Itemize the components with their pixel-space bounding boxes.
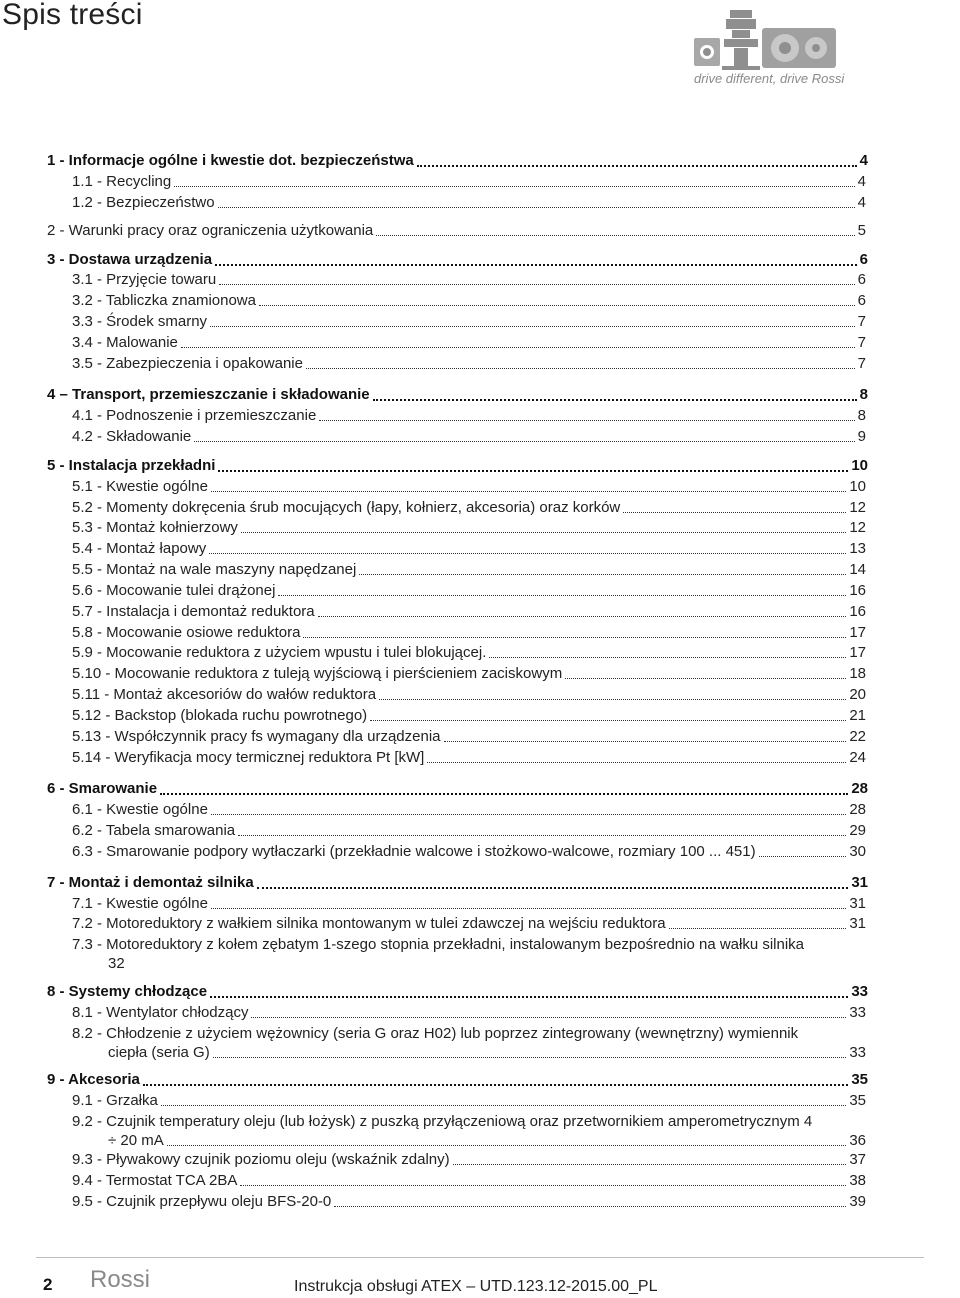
toc-entry-title: 3.1 - Przyjęcie towaru [72,271,217,288]
toc-entry[interactable] [0,1112,960,1132]
toc-entry-page: 28 [851,780,868,797]
toc-dot-leader [194,441,855,442]
toc-entry[interactable] [0,291,960,311]
toc-entry-page: 31 [849,915,866,932]
toc-dot-leader [238,835,846,836]
toc-dot-leader [444,741,846,742]
toc-entry-title: 4 – Transport, przemieszczanie i składowanie [47,386,370,403]
toc-entry[interactable] [0,602,960,622]
toc-entry[interactable] [0,727,960,747]
toc-entry-page: 38 [849,1172,866,1189]
toc-entry-title: 7.3 - Motoreduktory z kołem zębatym 1-szego stopnia przekładni, instalowanym bezpośrednio na wałku silnika [72,936,805,953]
toc-dot-leader [174,186,855,187]
toc-entry-title: 5.2 - Momenty dokręcenia śrub mocujących (łapy, kołnierz, akcesoria) oraz korków [72,499,621,516]
toc-entry[interactable] [0,221,960,241]
toc-entry-title: 5.7 - Instalacja i demontaż reduktora [72,603,315,620]
toc-entry[interactable] [0,406,960,426]
toc-entry[interactable] [0,982,960,1002]
toc-entry[interactable] [0,1003,960,1023]
toc-entry-title: 8.2 - Chłodzenie z użyciem wężownicy (seria G oraz H02) lub poprzez zintegrowany (wewnętrzny) wymiennik [72,1025,799,1042]
toc-dot-leader [167,1145,846,1146]
toc-entry-title: 6.2 - Tabela smarowania [72,822,236,839]
toc-entry[interactable] [0,842,960,862]
toc-entry-page: 4 [859,152,868,169]
footer-page-number: 2 [43,1275,53,1294]
toc-dot-leader [209,553,846,554]
toc-entry-title: 5.6 - Mocowanie tulei drążonej [72,582,276,599]
toc-entry-page: 17 [849,624,866,641]
toc-entry[interactable] [0,172,960,192]
toc-entry-title: 1.1 - Recycling [72,173,172,190]
toc-entry-page: 24 [849,749,866,766]
toc-entry[interactable] [0,333,960,353]
toc-entry-title: 5.3 - Montaż kołnierzowy [72,519,238,536]
toc-entry-page: 30 [849,843,866,860]
toc-entry-title: 8 - Systemy chłodzące [47,983,208,1000]
toc-entry-title: 3 - Dostawa urządzenia [47,251,213,268]
toc-entry-page: 7 [857,313,866,330]
toc-entry-title: 7.2 - Motoreduktory z wałkiem silnika montowanym w tulei zdawczej na wejściu reduktora [72,915,666,932]
toc-entry[interactable] [0,193,960,213]
toc-entry[interactable] [0,456,960,476]
toc-dot-leader [376,235,855,236]
toc-dot-leader [318,616,846,617]
toc-entry-title: 6 - Smarowanie [47,780,158,797]
toc-entry-page: 9 [857,428,866,445]
toc-entry[interactable] [0,1171,960,1191]
toc-entry[interactable] [0,427,960,447]
toc-entry-page: 21 [849,707,866,724]
toc-entry[interactable] [0,706,960,726]
toc-entry[interactable] [0,1070,960,1090]
toc-dot-leader [319,420,855,421]
toc-dot-leader [210,996,848,998]
toc-entry-page: 22 [849,728,866,745]
logo-tagline: drive different, drive Rossi [694,71,845,86]
toc-dot-leader [565,678,846,679]
toc-entry-title: 7 - Montaż i demontaż silnika [47,874,254,891]
toc-dot-leader [219,284,855,285]
toc-entry-title: 5.1 - Kwestie ogólne [72,478,208,495]
toc-entry-page: 7 [857,355,866,372]
toc-entry-page: 6 [857,271,866,288]
toc-entry-page: 10 [851,457,868,474]
toc-dot-leader [489,657,846,658]
toc-entry-title: 3.5 - Zabezpieczenia i opakowanie [72,355,303,372]
toc-entry-page: 28 [849,801,866,818]
toc-entry[interactable] [0,894,960,914]
toc-entry-title: 5.9 - Mocowanie reduktora z użyciem wpustu i tulei blokującej. [72,644,487,661]
toc-dot-leader [379,699,846,700]
toc-entry[interactable] [0,581,960,601]
toc-entry-title: 1 - Informacje ogólne i kwestie dot. bezpieczeństwa [47,152,414,169]
toc-entry-title: 9.3 - Pływakowy czujnik poziomu oleju (wskaźnik zdalny) [72,1151,450,1168]
toc-dot-leader [211,814,846,815]
toc-entry-continuation [0,954,960,974]
toc-entry[interactable] [0,643,960,663]
toc-entry[interactable] [0,1091,960,1111]
toc-entry[interactable] [0,664,960,684]
toc-entry-page: 6 [859,251,868,268]
toc-dot-leader [359,574,846,575]
toc-entry-title: 6.1 - Kwestie ogólne [72,801,208,818]
footer-document-title: Instrukcja obsługi ATEX – UTD.123.12-2015.00_PL [294,1278,658,1295]
toc-dot-leader [210,326,855,327]
toc-entry-title: 8.1 - Wentylator chłodzący [72,1004,249,1021]
toc-entry[interactable] [0,685,960,705]
toc-entry-title: 3.4 - Malowanie [72,334,178,351]
toc-dot-leader [215,264,857,266]
toc-entry[interactable] [0,779,960,799]
toc-entry-title: 9.5 - Czujnik przepływu oleju BFS-20-0 [72,1193,332,1210]
toc-dot-leader [181,347,855,348]
footer-divider [36,1257,924,1258]
toc-entry[interactable] [0,498,960,518]
toc-entry-page: 8 [857,407,866,424]
toc-entry-title: 4.2 - Składowanie [72,428,192,445]
toc-entry-page: 7 [857,334,866,351]
toc-entry-title: 9 - Akcesoria [47,1071,140,1088]
toc-entry-page: 8 [859,386,868,403]
toc-entry-page: 5 [857,222,866,239]
toc-entry-title: 9.2 - Czujnik temperatury oleju (lub łożysk) z puszką przyłączeniową oraz przetwornikiem amperometrycznym 4 [72,1113,813,1130]
toc-entry-page: 4 [857,173,866,190]
toc-entry-page: 33 [849,1044,866,1061]
toc-entry-page: 35 [849,1092,866,1109]
toc-dot-leader [370,720,846,721]
toc-entry-title: 4.1 - Podnoszenie i przemieszczanie [72,407,317,424]
toc-entry[interactable] [0,935,960,955]
toc-entry-page: 33 [851,983,868,1000]
toc-dot-leader [240,1185,846,1186]
toc-entry-title: 9.1 - Grzałka [72,1092,158,1109]
toc-entry[interactable] [0,873,960,893]
toc-entry[interactable] [0,1150,960,1170]
toc-dot-leader [623,512,846,513]
toc-entry-page: 37 [849,1151,866,1168]
toc-entry-page: 29 [849,822,866,839]
toc-entry-title: 5.5 - Montaż na wale maszyny napędzanej [72,561,357,578]
toc-dot-leader [218,207,855,208]
toc-entry-title: 7.1 - Kwestie ogólne [72,895,208,912]
toc-entry-title: 3.2 - Tabliczka znamionowa [72,292,256,309]
toc-entry[interactable] [0,1192,960,1212]
toc-entry-page: 18 [849,665,866,682]
toc-entry-title: 5.4 - Montaż łapowy [72,540,207,557]
toc-dot-leader [427,762,846,763]
toc-entry-title: 9.4 - Termostat TCA 2BA [72,1172,238,1189]
toc-entry[interactable] [0,518,960,538]
toc-dot-leader [143,1084,848,1086]
toc-dot-leader [759,856,846,857]
toc-entry-title: 1.2 - Bezpieczeństwo [72,194,215,211]
toc-entry-title-continuation: ÷ 20 mA [108,1132,164,1149]
toc-entry-title: 5.13 - Współczynnik pracy fs wymagany dla urządzenia [72,728,441,745]
toc-dot-leader [241,532,846,533]
toc-entry[interactable] [0,477,960,497]
toc-entry-title-continuation: ciepła (seria G) [108,1044,210,1061]
toc-entry-page: 17 [849,644,866,661]
toc-entry[interactable] [0,270,960,290]
toc-entry-title: 5.14 - Weryfikacja mocy termicznej reduktora Pt [kW] [72,749,425,766]
toc-entry[interactable] [0,539,960,559]
toc-entry[interactable] [0,385,960,405]
toc-entry-title-continuation: 32 [108,955,125,972]
toc-entry[interactable] [0,800,960,820]
toc-dot-leader [373,399,857,401]
toc-entry-title: 5.8 - Mocowanie osiowe reduktora [72,624,301,641]
toc-entry[interactable] [0,312,960,332]
toc-entry-page: 14 [849,561,866,578]
toc-entry[interactable] [0,1024,960,1044]
toc-dot-leader [218,470,848,472]
toc-entry-continuation [0,1131,960,1151]
toc-entry-page: 16 [849,603,866,620]
footer-brand: Rossi [90,1266,151,1293]
toc-entry-page: 31 [849,895,866,912]
toc-entry[interactable] [0,914,960,934]
toc-entry-page: 31 [851,874,868,891]
toc-entry[interactable] [0,250,960,270]
toc-dot-leader [161,1105,846,1106]
toc-dot-leader [257,887,848,889]
toc-dot-leader [211,908,846,909]
toc-entry-page: 6 [857,292,866,309]
toc-entry-title: 6.3 - Smarowanie podpory wytłaczarki (przekładnie walcowe i stożkowo-walcowe, rozmiary 100 ... 451) [72,843,756,860]
toc-dot-leader [334,1206,846,1207]
toc-dot-leader [213,1057,846,1058]
toc-entry-page: 4 [857,194,866,211]
toc-dot-leader [251,1017,846,1018]
toc-entry-page: 10 [849,478,866,495]
toc-entry[interactable] [0,354,960,374]
toc-dot-leader [417,165,857,167]
toc-entry[interactable] [0,821,960,841]
toc-dot-leader [669,928,846,929]
toc-entry-page: 13 [849,540,866,557]
toc-entry-title: 2 - Warunki pracy oraz ograniczenia użytkowania [47,222,374,239]
toc-entry[interactable] [0,748,960,768]
toc-dot-leader [211,491,846,492]
toc-entry[interactable] [0,151,960,171]
toc-entry-title: 3.3 - Środek smarny [72,313,208,330]
toc-entry-page: 20 [849,686,866,703]
toc-entry-title: 5.12 - Backstop (blokada ruchu powrotnego) [72,707,368,724]
toc-entry-title: 5.10 - Mocowanie reduktora z tuleją wyjściową i pierścieniem zaciskowym [72,665,563,682]
page-title: Spis treści [2,0,143,31]
toc-entry-continuation [0,1043,960,1063]
toc-entry-page: 39 [849,1193,866,1210]
toc-entry-title: 5.11 - Montaż akcesoriów do wałów reduktora [72,686,377,703]
toc-dot-leader [303,637,846,638]
toc-entry-page: 35 [851,1071,868,1088]
toc-entry-page: 12 [849,519,866,536]
toc-entry-page: 16 [849,582,866,599]
toc-entry-title: 5 - Instalacja przekładni [47,457,216,474]
toc-entry-page: 33 [849,1004,866,1021]
toc-entry[interactable] [0,623,960,643]
toc-entry-page: 12 [849,499,866,516]
toc-entry[interactable] [0,560,960,580]
toc-dot-leader [306,368,855,369]
toc-entry-page: 36 [849,1132,866,1149]
toc-dot-leader [453,1164,846,1165]
toc-dot-leader [160,793,848,795]
toc-dot-leader [259,305,855,306]
toc-dot-leader [278,595,846,596]
